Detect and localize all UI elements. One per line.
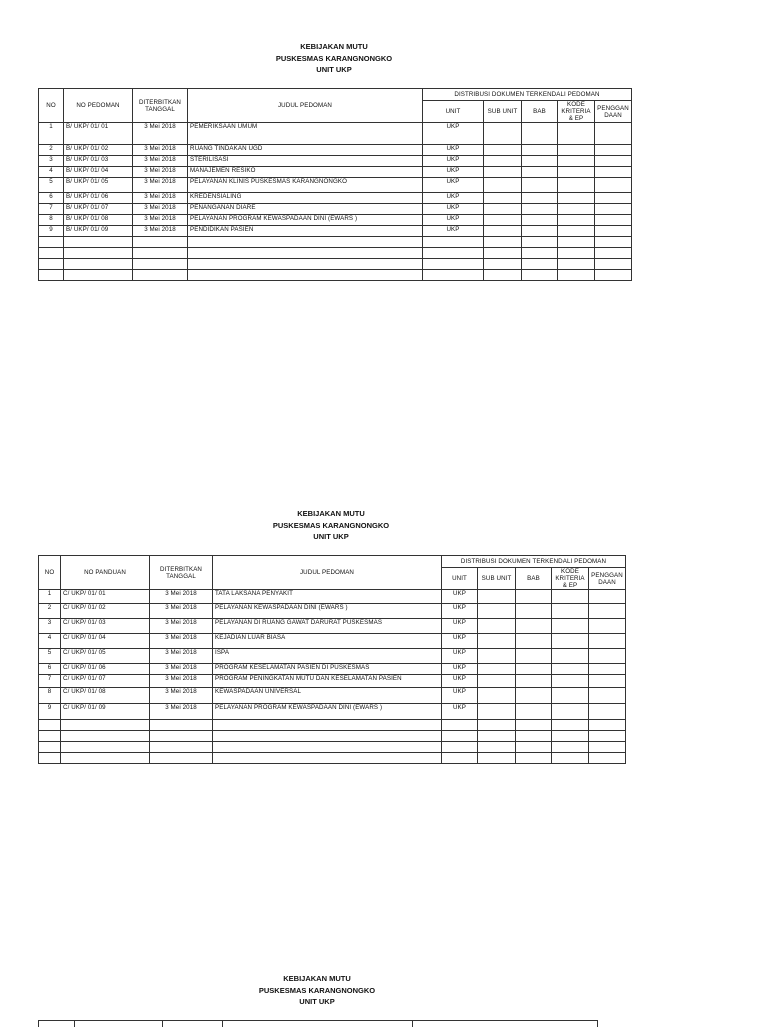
table-row <box>39 688 626 704</box>
section-1-header <box>234 41 434 76</box>
cell-unit: UKP <box>423 156 484 167</box>
section-2-header <box>231 508 431 543</box>
col-header-kode: KODE KRITERIA & EP <box>558 101 595 123</box>
cell-doc: B/ UKP/ 01/ 02 <box>64 145 133 156</box>
cell-no: 8 <box>39 215 64 226</box>
cell-title: KREDENSIALING <box>188 193 423 204</box>
cell-date: 3 Mei 2018 <box>133 123 188 145</box>
cell-unit: UKP <box>423 123 484 145</box>
cell-title: PENANGANAN DIARE <box>188 204 423 215</box>
cell-title: PELAYANAN DI RUANG GAWAT DARURAT PUSKESMAS <box>213 619 442 634</box>
table-row <box>39 145 632 156</box>
empty-row <box>39 731 626 742</box>
cell-title: KEJADIAN LUAR BIASA <box>213 634 442 649</box>
table-row <box>39 204 632 215</box>
cell-unit: UKP <box>442 590 478 604</box>
cell-title: RUANG TINDAKAN UGD <box>188 145 423 156</box>
header-line-2: PUSKESMAS KARANGNONGKO <box>258 985 376 995</box>
cell-doc: C/ UKP/ 01/ 02 <box>61 604 150 619</box>
cell-doc: C/ UKP/ 01/ 06 <box>61 664 150 675</box>
cell-date: 3 Mei 2018 <box>150 634 213 649</box>
empty-row <box>39 248 632 259</box>
cell-no: 7 <box>39 675 61 688</box>
panduan-table <box>38 555 626 764</box>
col-header-kode: KODE KRITERIA & EP <box>552 568 589 590</box>
col-header-no: NO <box>39 556 61 590</box>
cell-doc: C/ UKP/ 01/ 07 <box>61 675 150 688</box>
col-header-judul: JUDUL PEDOMAN <box>188 89 423 123</box>
table-row <box>39 178 632 193</box>
cell-no: 3 <box>39 619 61 634</box>
cell-unit: UKP <box>442 688 478 704</box>
cell-doc: C/ UKP/ 01/ 08 <box>61 688 150 704</box>
cell-date: 3 Mei 2018 <box>150 604 213 619</box>
empty-row <box>39 720 626 731</box>
col-header-distribusi: DISTRIBUSI DOKUMEN TERKENDALI PEDOMAN <box>423 89 632 101</box>
cell-unit: UKP <box>423 215 484 226</box>
cell-title: PELAYANAN KLINIS PUSKESMAS KARANGNONGKO <box>188 178 423 193</box>
header-line-1: KEBIJAKAN MUTU <box>300 42 368 51</box>
cell-date: 3 Mei 2018 <box>150 619 213 634</box>
cell-unit: UKP <box>423 167 484 178</box>
cell-unit: UKP <box>423 178 484 193</box>
empty-row <box>39 237 632 248</box>
cell-no: 5 <box>39 649 61 664</box>
cell-doc: C/ UKP/ 01/ 05 <box>61 649 150 664</box>
header-line-2: PUSKESMAS KARANGNONGKO <box>275 53 393 63</box>
cell-doc: B/ UKP/ 01/ 01 <box>64 123 133 145</box>
cell-no: 5 <box>39 178 64 193</box>
cell-date: 3 Mei 2018 <box>133 156 188 167</box>
cell-no: 6 <box>39 664 61 675</box>
cell-title: PELAYANAN PROGRAM KEWASPADAAN DINI (EWARS ) <box>213 704 442 720</box>
table-row <box>39 634 626 649</box>
cell-no: 4 <box>39 167 64 178</box>
cell-unit: UKP <box>423 226 484 237</box>
table-row <box>39 675 626 688</box>
empty-row <box>39 270 632 281</box>
cell-date: 3 Mei 2018 <box>133 204 188 215</box>
cell-doc: B/ UKP/ 01/ 09 <box>64 226 133 237</box>
cell-doc: B/ UKP/ 01/ 04 <box>64 167 133 178</box>
cell-no: 1 <box>39 123 64 145</box>
cell-doc: B/ UKP/ 01/ 03 <box>64 156 133 167</box>
table-row <box>39 704 626 720</box>
empty-row <box>39 259 632 270</box>
cell-doc: C/ UKP/ 01/ 03 <box>61 619 150 634</box>
cell-doc: B/ UKP/ 01/ 07 <box>64 204 133 215</box>
cell-no: 6 <box>39 193 64 204</box>
cell-date: 3 Mei 2018 <box>133 167 188 178</box>
col-header-bab: BAB <box>516 568 552 590</box>
table-row <box>39 215 632 226</box>
cell-date: 3 Mei 2018 <box>150 704 213 720</box>
cell-title: PELAYANAN PROGRAM KEWASPADAAN DINI (EWARS ) <box>188 215 423 226</box>
cell-no: 3 <box>39 156 64 167</box>
table-row <box>39 156 632 167</box>
header-line-2: PUSKESMAS KARANGNONGKO <box>272 520 390 530</box>
cell-no: 7 <box>39 204 64 215</box>
cell-date: 3 Mei 2018 <box>133 145 188 156</box>
cell-unit: UKP <box>442 649 478 664</box>
table-column-divider <box>412 1021 413 1027</box>
cell-no: 2 <box>39 145 64 156</box>
cell-date: 3 Mei 2018 <box>150 675 213 688</box>
header-line-3: UNIT UKP <box>316 65 352 74</box>
cell-unit: UKP <box>423 204 484 215</box>
cell-title: PROGRAM PENINGKATAN MUTU DAN KESELAMATAN PASIEN <box>213 675 442 688</box>
cell-date: 3 Mei 2018 <box>150 664 213 675</box>
cell-unit: UKP <box>423 145 484 156</box>
cell-title: PELAYANAN KEWASPADAAN DINI (EWARS ) <box>213 604 442 619</box>
cell-doc: C/ UKP/ 01/ 01 <box>61 590 150 604</box>
cell-no: 2 <box>39 604 61 619</box>
table-row <box>39 167 632 178</box>
cell-title: PENDIDIKAN PASIEN <box>188 226 423 237</box>
cell-title: PROGRAM KESELAMATAN PASIEN DI PUSKESMAS <box>213 664 442 675</box>
cell-doc: C/ UKP/ 01/ 09 <box>61 704 150 720</box>
cell-no: 1 <box>39 590 61 604</box>
table-row <box>39 193 632 204</box>
cell-title: PEMERIKSAAN UMUM <box>188 123 423 145</box>
table-column-divider <box>74 1021 75 1027</box>
header-line-1: KEBIJAKAN MUTU <box>283 974 351 983</box>
col-header-unit: UNIT <box>423 101 484 123</box>
empty-row <box>39 753 626 764</box>
cell-date: 3 Mei 2018 <box>150 590 213 604</box>
cell-unit: UKP <box>442 675 478 688</box>
table-row <box>39 664 626 675</box>
cell-title: MANAJEMEN RESIKO <box>188 167 423 178</box>
cell-unit: UKP <box>442 619 478 634</box>
col-header-unit: UNIT <box>442 568 478 590</box>
table-row <box>39 590 626 604</box>
col-header-no: NO <box>39 89 64 123</box>
col-header-no-pedoman: NO PEDOMAN <box>64 89 133 123</box>
cell-unit: UKP <box>442 664 478 675</box>
table-row <box>39 649 626 664</box>
cell-no: 9 <box>39 704 61 720</box>
cell-date: 3 Mei 2018 <box>133 178 188 193</box>
table-row <box>39 226 632 237</box>
table-row <box>39 123 632 145</box>
header-line-3: UNIT UKP <box>313 532 349 541</box>
header-line-1: KEBIJAKAN MUTU <box>297 509 365 518</box>
cell-unit: UKP <box>442 634 478 649</box>
cell-no: 4 <box>39 634 61 649</box>
cell-date: 3 Mei 2018 <box>133 215 188 226</box>
cell-title: TATA LAKSANA PENYAKIT <box>213 590 442 604</box>
section-3-header <box>217 973 417 1008</box>
cell-unit: UKP <box>423 193 484 204</box>
col-header-judul: JUDUL PEDOMAN <box>213 556 442 590</box>
table-column-divider <box>222 1021 223 1027</box>
cell-title: ISPA <box>213 649 442 664</box>
cell-date: 3 Mei 2018 <box>133 193 188 204</box>
col-header-tanggal: DITERBITKAN TANGGAL <box>133 89 188 123</box>
cell-date: 3 Mei 2018 <box>150 688 213 704</box>
table-row <box>39 604 626 619</box>
header-line-3: UNIT UKP <box>299 997 335 1006</box>
cell-date: 3 Mei 2018 <box>150 649 213 664</box>
pedoman-table <box>38 88 632 281</box>
col-header-penggandaan: PENGGAN DAAN <box>589 568 626 590</box>
cell-unit: UKP <box>442 604 478 619</box>
col-header-bab: BAB <box>522 101 558 123</box>
cell-unit: UKP <box>442 704 478 720</box>
col-header-penggandaan: PENGGAN DAAN <box>595 101 632 123</box>
cell-title: KEWASPADAAN UNIVERSAL <box>213 688 442 704</box>
col-header-tanggal: DITERBITKAN TANGGAL <box>150 556 213 590</box>
cell-date: 3 Mei 2018 <box>133 226 188 237</box>
table-row <box>39 619 626 634</box>
col-header-sub-unit: SUB UNIT <box>478 568 516 590</box>
cell-no: 8 <box>39 688 61 704</box>
cell-no: 9 <box>39 226 64 237</box>
cell-title: STERILISASI <box>188 156 423 167</box>
col-header-sub-unit: SUB UNIT <box>484 101 522 123</box>
cell-doc: B/ UKP/ 01/ 08 <box>64 215 133 226</box>
col-header-no-panduan: NO PANDUAN <box>61 556 150 590</box>
cell-doc: B/ UKP/ 01/ 05 <box>64 178 133 193</box>
table-column-divider <box>162 1021 163 1027</box>
col-header-distribusi: DISTRIBUSI DOKUMEN TERKENDALI PEDOMAN <box>442 556 626 568</box>
cell-doc: C/ UKP/ 01/ 04 <box>61 634 150 649</box>
cell-doc: B/ UKP/ 01/ 06 <box>64 193 133 204</box>
empty-row <box>39 742 626 753</box>
